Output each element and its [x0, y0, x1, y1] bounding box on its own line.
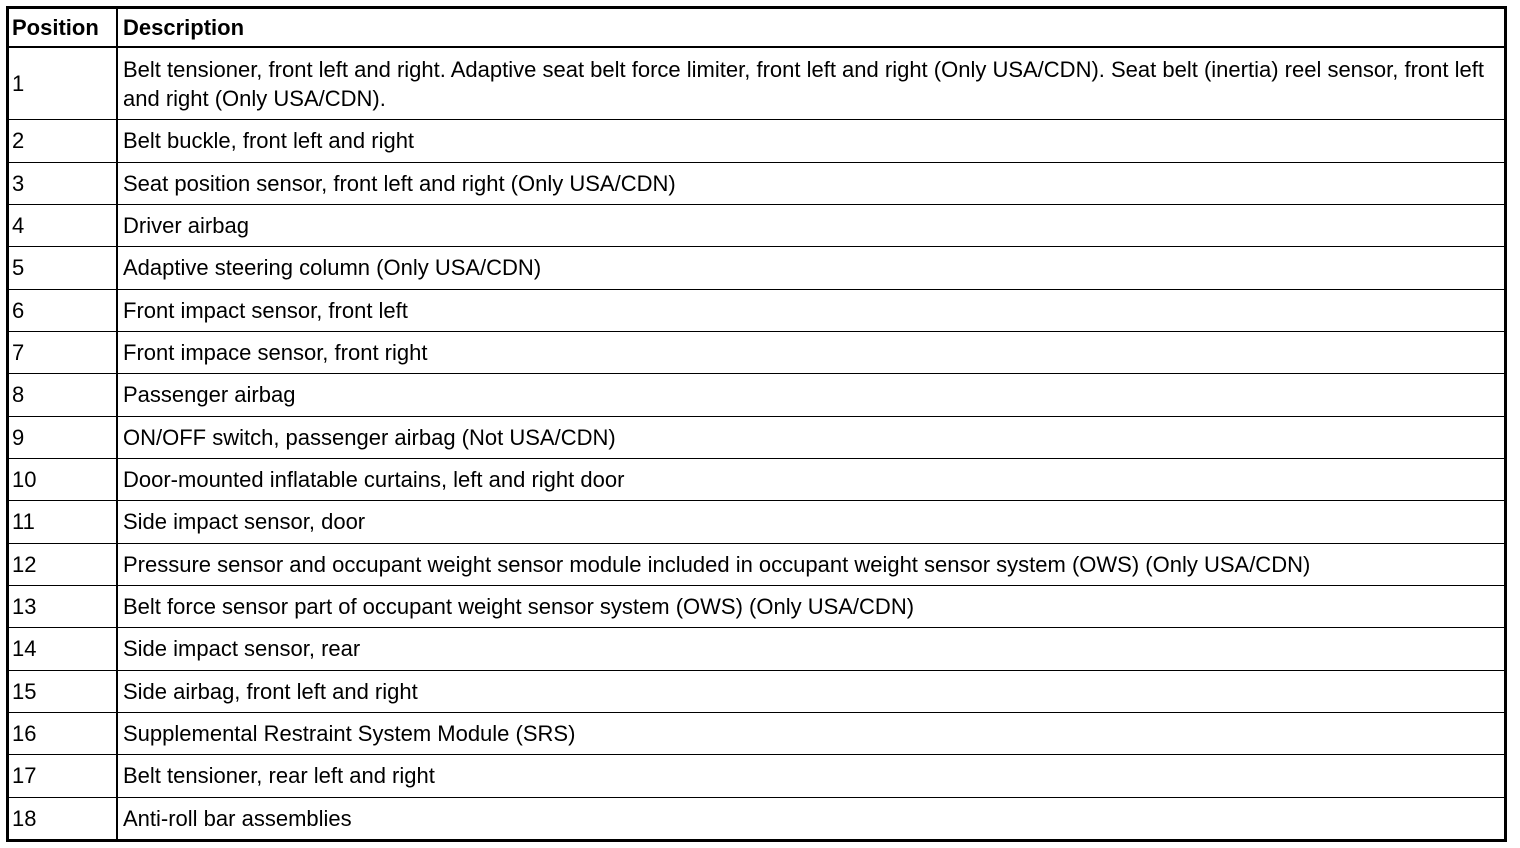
- position-cell: 10: [9, 458, 117, 500]
- table-row: [9, 331, 1504, 373]
- position-cell: 14: [9, 628, 117, 670]
- table-row: [9, 797, 1504, 839]
- description-cell: Anti-roll bar assemblies: [117, 797, 1504, 839]
- description-cell: Side impact sensor, door: [117, 501, 1504, 543]
- description-cell: Belt force sensor part of occupant weight sensor system (OWS) (Only USA/CDN): [117, 585, 1504, 627]
- position-cell: 1: [9, 47, 117, 120]
- description-cell: Side airbag, front left and right: [117, 670, 1504, 712]
- position-cell: 6: [9, 289, 117, 331]
- table-row: [9, 458, 1504, 500]
- header-position: Position: [9, 9, 117, 47]
- position-cell: 2: [9, 120, 117, 162]
- table-row: [9, 543, 1504, 585]
- table-row: [9, 247, 1504, 289]
- position-cell: 8: [9, 374, 117, 416]
- table-row: [9, 162, 1504, 204]
- position-cell: 9: [9, 416, 117, 458]
- description-cell: Front impace sensor, front right: [117, 331, 1504, 373]
- position-description-table: [9, 9, 1504, 839]
- position-cell: 13: [9, 585, 117, 627]
- position-cell: 4: [9, 204, 117, 246]
- description-cell: Front impact sensor, front left: [117, 289, 1504, 331]
- description-cell: Door-mounted inflatable curtains, left and right door: [117, 458, 1504, 500]
- description-cell: Belt tensioner, rear left and right: [117, 755, 1504, 797]
- description-cell: Adaptive steering column (Only USA/CDN): [117, 247, 1504, 289]
- table-row: [9, 204, 1504, 246]
- table-row: [9, 712, 1504, 754]
- description-cell: Belt tensioner, front left and right. Adaptive seat belt force limiter, front left and right (Only USA/CDN). Seat belt (inertia) reel sensor, front left and right (Only USA/CDN).: [117, 47, 1504, 120]
- header-description: Description: [117, 9, 1504, 47]
- position-cell: 17: [9, 755, 117, 797]
- description-cell: Belt buckle, front left and right: [117, 120, 1504, 162]
- table-row: [9, 585, 1504, 627]
- description-cell: Supplemental Restraint System Module (SRS): [117, 712, 1504, 754]
- table-header-row: [9, 9, 1504, 47]
- position-cell: 16: [9, 712, 117, 754]
- table-row: [9, 628, 1504, 670]
- position-cell: 12: [9, 543, 117, 585]
- position-cell: 3: [9, 162, 117, 204]
- description-cell: Seat position sensor, front left and right (Only USA/CDN): [117, 162, 1504, 204]
- table-row: [9, 374, 1504, 416]
- description-cell: Passenger airbag: [117, 374, 1504, 416]
- table-row: [9, 670, 1504, 712]
- table-row: [9, 755, 1504, 797]
- position-cell: 7: [9, 331, 117, 373]
- description-cell: Side impact sensor, rear: [117, 628, 1504, 670]
- table-row: [9, 501, 1504, 543]
- component-table: [6, 6, 1507, 842]
- position-cell: 11: [9, 501, 117, 543]
- position-cell: 15: [9, 670, 117, 712]
- position-cell: 5: [9, 247, 117, 289]
- table-row: [9, 289, 1504, 331]
- description-cell: ON/OFF switch, passenger airbag (Not USA/CDN): [117, 416, 1504, 458]
- table-row: [9, 416, 1504, 458]
- table-row: [9, 47, 1504, 120]
- description-cell: Driver airbag: [117, 204, 1504, 246]
- description-cell: Pressure sensor and occupant weight sensor module included in occupant weight sensor system (OWS) (Only USA/CDN): [117, 543, 1504, 585]
- position-cell: 18: [9, 797, 117, 839]
- table-row: [9, 120, 1504, 162]
